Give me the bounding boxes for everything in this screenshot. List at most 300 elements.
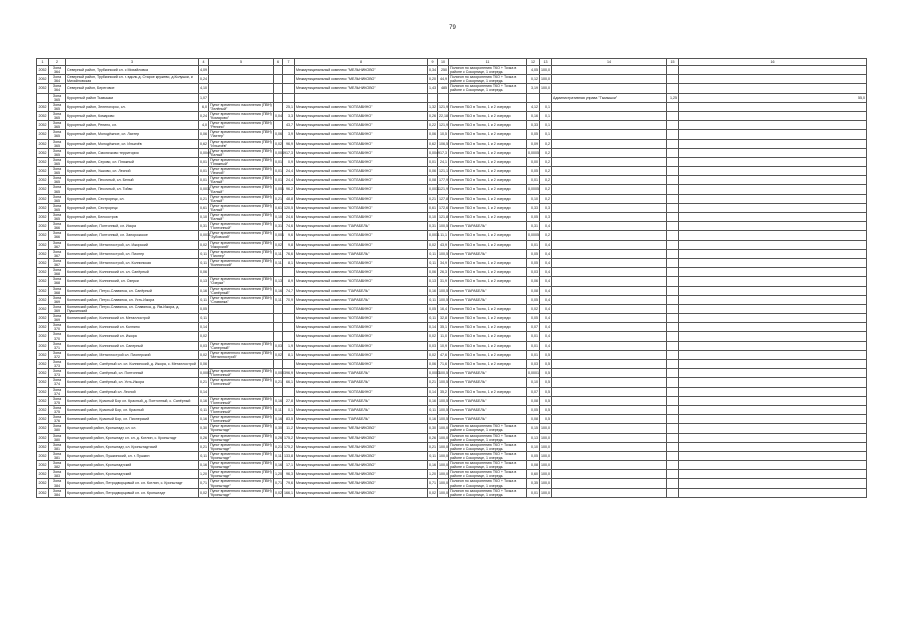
table-cell: 1,20 (199, 470, 209, 479)
table-cell: 6,0 (199, 102, 209, 111)
table-cell (679, 286, 867, 295)
table-cell: Полигон ТБО в Тосно, 1 и 2 очереди (449, 139, 527, 148)
table-cell (667, 249, 679, 258)
table-cell: Полигон "ПАРАБЕЛЬ" (449, 396, 527, 405)
table-cell: Межмуниципальный комплекс "КОТЛАВИНО" (295, 139, 428, 148)
table-cell (552, 121, 667, 130)
table-cell (667, 304, 679, 313)
table-cell: 0,0003 (274, 369, 283, 378)
table-cell: Межмуниципальный комплекс "МЕЛЬНИКОВО" (295, 424, 428, 433)
table-cell: Пункт временного накопления (ПВН) "Белый" (210, 185, 272, 194)
table-cell: Межмуниципальный комплекс "КОТЛАВИНО" (295, 130, 428, 139)
table-cell: Полигон "ПАРАБЕЛЬ" (449, 405, 527, 414)
table-cell: Зона 365 (49, 194, 66, 203)
table-cell (679, 240, 867, 249)
table-cell (552, 488, 667, 497)
table-cell: 0,01 (199, 167, 209, 176)
table-cell (552, 66, 667, 75)
table-cell: 2052 (37, 66, 49, 75)
table-cell: 0,10 (527, 194, 540, 203)
table-cell: Колпинский район, Колпинский сл. Металлострой (66, 314, 199, 323)
table-cell: Полигон ТБО в Тосно, 1 и 2 очереди (449, 323, 527, 332)
table-cell: 0,02 (199, 350, 209, 359)
table-cell: Колпинский район, Петро-Славянка, сл. Усть-Ижора (66, 295, 199, 304)
table-cell (552, 75, 667, 84)
table-cell: 43,7 (283, 121, 295, 130)
table-cell: 172,6 (438, 203, 449, 212)
table-cell (667, 185, 679, 194)
table-cell (679, 323, 867, 332)
table-cell (552, 332, 667, 341)
table-row (37, 433, 867, 442)
table-cell: 0,01 (527, 240, 540, 249)
table-cell: 0,05 (428, 304, 438, 313)
table-cell: Колпинский район, Понтонный, сл. Искра (66, 222, 199, 231)
table-cell: 100,0 (438, 461, 449, 470)
table-cell (209, 268, 274, 277)
table-cell: 100,0 (438, 451, 449, 460)
table-cell: 0,05 (527, 295, 540, 304)
table-cell: 100,5 (438, 222, 449, 231)
table-cell (283, 360, 295, 369)
table-cell: 2052 (37, 323, 49, 332)
table-cell: 0,05 (527, 249, 540, 258)
table-cell (679, 350, 867, 359)
table-cell: Полигон "ПАРАБЕЛЬ" (449, 378, 527, 387)
table-row (37, 332, 867, 341)
table-cell: Кронштадтский район, Кронштадтский (66, 461, 199, 470)
table-cell (679, 249, 867, 258)
table-row (37, 102, 867, 111)
table-cell: Межмуниципальный комплекс "КОТЛАВИНО" (295, 304, 428, 313)
table-cell: 2052 (37, 121, 49, 130)
table-cell: 0,02 (274, 139, 283, 148)
table-cell (209, 323, 274, 332)
table-cell: Межмуниципальный комплекс "КОТЛАВИНО" (295, 167, 428, 176)
table-cell (679, 148, 867, 157)
table-cell: Курортный район, Смолячково территория (66, 148, 199, 157)
table-cell: 2052 (37, 139, 49, 148)
table-cell: 0,71 (199, 479, 209, 488)
table-cell: 0,1 (283, 405, 295, 414)
table-cell: 0,15 (527, 424, 540, 433)
table-cell: 0,61 (274, 203, 283, 212)
table-row (37, 442, 867, 451)
table-cell (679, 277, 867, 286)
table-cell: 0,0001 (527, 369, 540, 378)
table-cell: 0,21 (199, 378, 209, 387)
table-cell: Межмуниципальный комплекс "КОТЛАВИНО" (295, 231, 428, 240)
table-cell: Полигон ТБО в Тосно, 1 и 2 очереди (449, 387, 527, 396)
table-cell: Полигон по захоронению ТКО + Точка в районе с Сокорнице, 1 очередь (449, 451, 527, 460)
table-cell: Колпинский район, Красный Бор, сл. Красный (66, 405, 199, 414)
table-row (37, 378, 867, 387)
table-cell: 0,10 (274, 213, 283, 222)
column-number: 8 (295, 59, 428, 66)
table-cell: 100,0 (540, 470, 552, 479)
table-row (37, 424, 867, 433)
table-cell: Полигон ТБО в Тосно, 1 и 2 очереди (449, 203, 527, 212)
table-cell: 0,31 (199, 222, 209, 231)
table-cell: 2052 (37, 470, 49, 479)
table-cell: Зона 365 (49, 148, 66, 157)
table-cell: 0,20 (428, 75, 438, 84)
table-cell (667, 479, 679, 488)
table-cell (274, 66, 283, 75)
table-cell (679, 157, 867, 166)
table-row (37, 258, 867, 267)
table-cell: 0,0005 (527, 185, 540, 194)
column-number: 9 (428, 59, 438, 66)
table-cell (552, 231, 667, 240)
table-cell: 0,26 (428, 433, 438, 442)
table-cell: 100,0 (540, 433, 552, 442)
table-cell: Колпинский район, Красный Бор сл. Красный, д. Понтонный, с. Сапёрный (66, 396, 199, 405)
table-cell: 0,2 (540, 167, 552, 176)
table-cell: 0,1 (540, 121, 552, 130)
table-cell: 2052 (37, 130, 49, 139)
table-cell (679, 488, 867, 497)
table-cell: 0,4 (540, 268, 552, 277)
table-cell (209, 84, 274, 93)
table-cell (679, 387, 867, 396)
table-cell (679, 268, 867, 277)
table-cell: Межмуниципальный комплекс "ПАРАБЕЛЬ" (295, 415, 428, 424)
table-cell: 0,05 (527, 451, 540, 460)
table-cell: Зона 371 (49, 341, 66, 350)
table-cell: 2052 (37, 488, 49, 497)
table-cell: Зона 369 (49, 295, 66, 304)
table-cell: 0,001 (274, 231, 283, 240)
table-cell: 0,16 (199, 286, 209, 295)
table-cell (667, 286, 679, 295)
table-cell: Колпинский район, Сапёрный, сл. Усть-Ижора (66, 378, 199, 387)
table-cell (679, 176, 867, 185)
table-cell (679, 424, 867, 433)
table-row (37, 139, 867, 148)
table-cell: 0,3 (540, 203, 552, 212)
table-cell: Полигон ТБО в Тосно, 1 и 2 очереди (449, 185, 527, 194)
table-cell: Пункт временного накопления (ПВН) "Сапёрный" (210, 286, 272, 295)
table-cell: Полигон ТБО в Тосно, 1 и 2 очереди (449, 130, 527, 139)
table-cell: 0,2 (540, 157, 552, 166)
table-cell: 0,62 (428, 139, 438, 148)
table-cell (209, 75, 274, 84)
table-cell: 0,06 (199, 360, 209, 369)
table-cell: 8,9 (283, 277, 295, 286)
table-cell: 2052 (37, 231, 49, 240)
table-row (37, 66, 867, 75)
table-cell: Полигон ТБО в Тосно, 1 и 2 очереди (449, 148, 527, 157)
table-cell: 3,3 (283, 111, 295, 120)
table-cell: Полигон ТБО в Тосно, 1 и 2 очереди (449, 360, 527, 369)
table-cell: 0,4 (540, 240, 552, 249)
table-cell: 0,11 (428, 249, 438, 258)
table-cell: 2052 (37, 451, 49, 460)
table-cell (667, 66, 679, 75)
table-cell: 1,20 (274, 470, 283, 479)
table-cell: 2052 (37, 258, 49, 267)
table-cell (552, 148, 667, 157)
table-cell: 100,0 (438, 470, 449, 479)
table-cell (667, 203, 679, 212)
table-cell: Зона 381 (49, 451, 66, 460)
table-row (37, 350, 867, 359)
table-cell: 100,5 (438, 378, 449, 387)
table-cell (552, 433, 667, 442)
table-cell: 0,0003 (199, 369, 209, 378)
table-cell: 0,03 (527, 360, 540, 369)
table-cell: 0,71 (274, 479, 283, 488)
table-cell: 2052 (37, 102, 49, 111)
table-cell (283, 387, 295, 396)
table-cell (679, 332, 867, 341)
page-number: 79 (449, 25, 456, 31)
table-cell: 0,01 (527, 332, 540, 341)
table-cell: Зона 374 (49, 387, 66, 396)
table-cell: 2052 (37, 148, 49, 157)
table-cell (667, 378, 679, 387)
table-cell: 2052 (37, 479, 49, 488)
table-cell: Пункт временного накопления (ПВН) "Колпинский" (210, 258, 272, 268)
table-cell: Курортный район, Зеленогорск, сл. (66, 102, 199, 111)
table-cell: Колпинский район, Металлострой сл. Пионерский (66, 350, 199, 359)
table-cell: 1,25 (667, 93, 679, 102)
table-cell: 2052 (37, 314, 49, 323)
table-cell: 4,12 (527, 102, 540, 111)
table-cell: 0,07 (527, 387, 540, 396)
table-cell: Пункт временного накопления (ПВН) "Белый" (210, 203, 272, 212)
table-cell: Полигон ТБО в Тосно, 1 и 2 очереди (449, 102, 527, 111)
table-cell: 4,10 (199, 84, 209, 93)
table-cell: 0,03 (428, 341, 438, 350)
table-cell: Полигон по захоронению ТКО + Точка в районе с Сокорнице, 1 очередь (449, 488, 527, 497)
table-cell (552, 360, 667, 369)
table-cell (552, 249, 667, 258)
table-cell: Курортный район, Молодёжное, сл. Лахтер (66, 130, 199, 139)
table-cell: 2052 (37, 194, 49, 203)
table-cell (667, 130, 679, 139)
table-cell (283, 75, 295, 84)
table-cell (209, 314, 274, 323)
table-cell: Колпинский район, Колпинский сл. Ижора (66, 332, 199, 341)
table-cell: 0,34 (428, 66, 438, 75)
table-cell: Пункт временного накопления (ПВН) "Кронштадт" (210, 424, 272, 433)
table-cell: 0,2 (540, 148, 552, 157)
table-cell (667, 111, 679, 120)
table-cell (552, 176, 667, 185)
table-cell: Колпинский район, Металлострой, сл. Ижорский (66, 240, 199, 249)
table-cell: 100,0 (540, 424, 552, 433)
table-cell: Полигон ТБО в Тосно, 1 и 2 очереди (449, 157, 527, 166)
table-cell: Зона 365 (49, 213, 66, 222)
table-cell (679, 194, 867, 203)
column-number: 3 (66, 59, 199, 66)
table-cell: 0,2 (540, 176, 552, 185)
table-row (37, 121, 867, 130)
table-cell: Пункт временного накопления (ПВН) "Ильичёв" (210, 139, 272, 148)
table-cell: Межмуниципальный комплекс "ПАРАБЕЛЬ" (295, 378, 428, 387)
table-cell (209, 93, 274, 102)
table-cell: Пункт временного накопления (ПВН) "Понтонный" (210, 405, 272, 415)
table-cell: 0,2 (540, 194, 552, 203)
table-cell: 0,06 (428, 360, 438, 369)
table-cell: 55,0 (679, 93, 867, 102)
table-cell (667, 424, 679, 433)
table-cell: 11,0 (438, 332, 449, 341)
table-cell: 0,01 (527, 350, 540, 359)
table-cell: 0,26 (199, 433, 209, 442)
table-cell (679, 405, 867, 414)
table-cell (667, 157, 679, 166)
table-cell: 0,30 (428, 424, 438, 433)
table-cell: 0,11 (199, 258, 209, 267)
table-cell: 0,61 (428, 203, 438, 212)
table-row (37, 314, 867, 323)
table-cell: 100,0 (540, 479, 552, 488)
table-cell: 100,5 (438, 405, 449, 414)
table-cell (667, 277, 679, 286)
table-cell: 0,11 (199, 451, 209, 460)
table-cell: 0,11 (274, 258, 283, 267)
table-cell: 22,18 (438, 111, 449, 120)
table-cell: 0,07 (527, 323, 540, 332)
table-cell: 0,001 (274, 185, 283, 194)
table-cell: Зона 368 (49, 286, 66, 295)
table-cell: 0,21 (199, 442, 209, 451)
table-cell (274, 121, 283, 130)
table-cell (552, 405, 667, 414)
table-cell (274, 323, 283, 332)
table-cell: 0,08 (527, 415, 540, 424)
table-cell (552, 277, 667, 286)
table-cell: Кронштадтский район, Кронштадт, сл. сл. (66, 424, 199, 433)
table-cell: Межмуниципальный комплекс "КОТЛАВИНО" (295, 268, 428, 277)
table-cell: 8,1 (283, 258, 295, 267)
table-cell: 127,8 (438, 194, 449, 203)
table-cell: Полигон ТБО в Тосно, 1 и 2 очереди (449, 268, 527, 277)
table-cell: 0,0011 (428, 185, 438, 194)
table-cell: 100,5 (438, 396, 449, 405)
table-cell: Курортный район, Серово, сл. Пляжный (66, 157, 199, 166)
table-cell: 100,0 (540, 84, 552, 93)
table-cell: 0,13 (274, 277, 283, 286)
table-cell: 0,06 (428, 268, 438, 277)
table-cell (667, 75, 679, 84)
table-cell: 2052 (37, 415, 49, 424)
table-cell: 0,00 (527, 157, 540, 166)
table-cell (283, 323, 295, 332)
table-cell (209, 387, 274, 396)
table-cell: 0,09 (527, 139, 540, 148)
column-number: 16 (679, 59, 867, 66)
table-cell (679, 121, 867, 130)
table-cell: 0,26 (274, 433, 283, 442)
table-cell (667, 139, 679, 148)
table-cell: Зона 368 (49, 277, 66, 286)
table-cell: 43,9 (438, 240, 449, 249)
table-cell: Пункт временного накопления (ПВН) "Пляжный" (210, 157, 272, 166)
table-cell: 1,9 (283, 341, 295, 350)
table-cell: 0,10 (428, 213, 438, 222)
table-cell (552, 369, 667, 378)
table-cell: Полигон ТБО в Тосно, 1 и 2 очереди (449, 240, 527, 249)
table-cell (283, 268, 295, 277)
table-cell (552, 157, 667, 166)
table-cell: 0,5 (540, 360, 552, 369)
table-cell: Межмуниципальный комплекс "ПАРАБЕЛЬ" (295, 405, 428, 414)
table-cell: 0,1 (540, 111, 552, 120)
table-cell (667, 121, 679, 130)
table-cell: 0,01 (527, 341, 540, 350)
table-cell (667, 488, 679, 497)
table-cell (679, 203, 867, 212)
table-cell: Зона 372 (49, 350, 66, 359)
table-cell (667, 369, 679, 378)
table-cell: 0,01 (274, 167, 283, 176)
table-cell: Зона 376 (49, 415, 66, 424)
table-cell: 0,4 (540, 332, 552, 341)
table-cell: Колпинский район, Красный Бор, сл. Пионерский (66, 415, 199, 424)
table-row (37, 93, 867, 102)
table-cell: 0,01 (527, 176, 540, 185)
table-cell (667, 451, 679, 460)
table-cell: 0,13 (527, 433, 540, 442)
table-cell: 100,0 (540, 442, 552, 451)
table-cell: 121,9 (438, 121, 449, 130)
table-cell: 0,06 (199, 130, 209, 139)
table-cell: Полигон по захоронению ТКО + Точка в районе с Сокорнице, 1 очередь (449, 461, 527, 470)
table-cell: 11,1 (438, 231, 449, 240)
table-cell: 0,4 (540, 286, 552, 295)
table-cell: Административная управа "Тымышки" (552, 93, 667, 102)
table-cell: 1,20 (428, 470, 438, 479)
table-cell: 0,11 (428, 314, 438, 323)
table-cell (667, 148, 679, 157)
column-number: 7 (283, 59, 295, 66)
table-cell (209, 360, 274, 369)
table-cell: Курортный район, Песочный, сл. Тойво (66, 185, 199, 194)
table-cell: 0,14 (428, 387, 438, 396)
table-cell: 100,0 (438, 488, 449, 497)
table-cell (438, 93, 449, 102)
table-cell: Межмуниципальный комплекс "КОТЛАВИНО" (295, 341, 428, 350)
table-cell (667, 433, 679, 442)
table-cell: Межмуниципальный комплекс "КОТЛАВИНО" (295, 185, 428, 194)
table-cell: Пункт временного накопления (ПВН) "Понтонный" (210, 222, 272, 231)
table-cell: 100,0 (540, 66, 552, 75)
table-cell: Кронштадтский район, Петродворцовый сл. сл. Котлин, с. Кронштадт (66, 479, 199, 488)
table-cell: Межмуниципальный комплекс "МЕЛЬНИКОВО" (295, 488, 428, 497)
table-cell: Межмуниципальный комплекс "КОТЛАВИНО" (295, 350, 428, 359)
table-cell: 0,03 (199, 341, 209, 350)
table-cell: 0,31 (428, 222, 438, 231)
table-cell (667, 415, 679, 424)
table-cell: 0,21 (274, 442, 283, 451)
table-cell: Полигон по захоронению ТКО + Точка в районе с Сокорнице, 1 очередь (449, 424, 527, 433)
table-row (37, 341, 867, 350)
table-row (37, 369, 867, 378)
table-row (37, 148, 867, 157)
table-row (37, 470, 867, 479)
table-cell (679, 369, 867, 378)
table-cell: Зона 365 (49, 121, 66, 130)
table-cell: 0,4 (540, 304, 552, 313)
table-cell: 16,4 (438, 304, 449, 313)
column-number: 13 (540, 59, 552, 66)
table-row (37, 286, 867, 295)
table-cell: Полигон по захоронению ТКО + Точка в районе с Сокорнице, 1 очередь (449, 470, 527, 479)
